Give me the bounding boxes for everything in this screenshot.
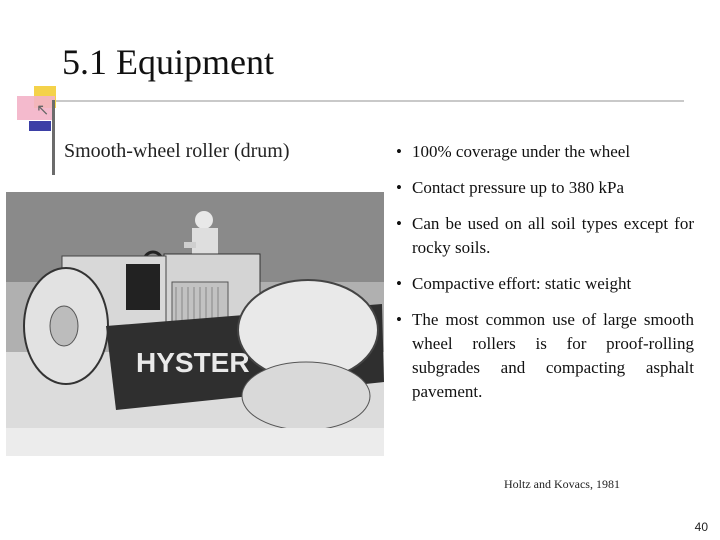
bullet-item: • The most common use of large smooth wheel rollers is for proof-rolling subgrades and compacting asphalt pavement. — [396, 308, 694, 404]
title-underline — [56, 100, 684, 102]
citation: Holtz and Kovacs, 1981 — [504, 477, 620, 491]
bullet-item: • Can be used on all soil types except for rocky soils. — [396, 212, 694, 260]
slide-title: 5.1 Equipment — [62, 42, 274, 82]
bullet-item: • Contact pressure up to 380 kPa — [396, 176, 694, 200]
bullet-item: • 100% coverage under the wheel — [396, 140, 694, 164]
slide-subtitle: Smooth-wheel roller (drum) — [64, 140, 290, 162]
roller-photo — [6, 192, 384, 456]
photo-brand-text: HYSTER — [136, 347, 250, 378]
decor-blue-bar — [29, 121, 51, 131]
bullet-item: • Compactive effort: static weight — [396, 272, 694, 296]
page-number: 40 — [694, 520, 708, 534]
bullet-list — [396, 140, 694, 416]
decor-arrow-icon: ↖ — [36, 100, 50, 119]
decor-vertical-line — [52, 100, 55, 175]
